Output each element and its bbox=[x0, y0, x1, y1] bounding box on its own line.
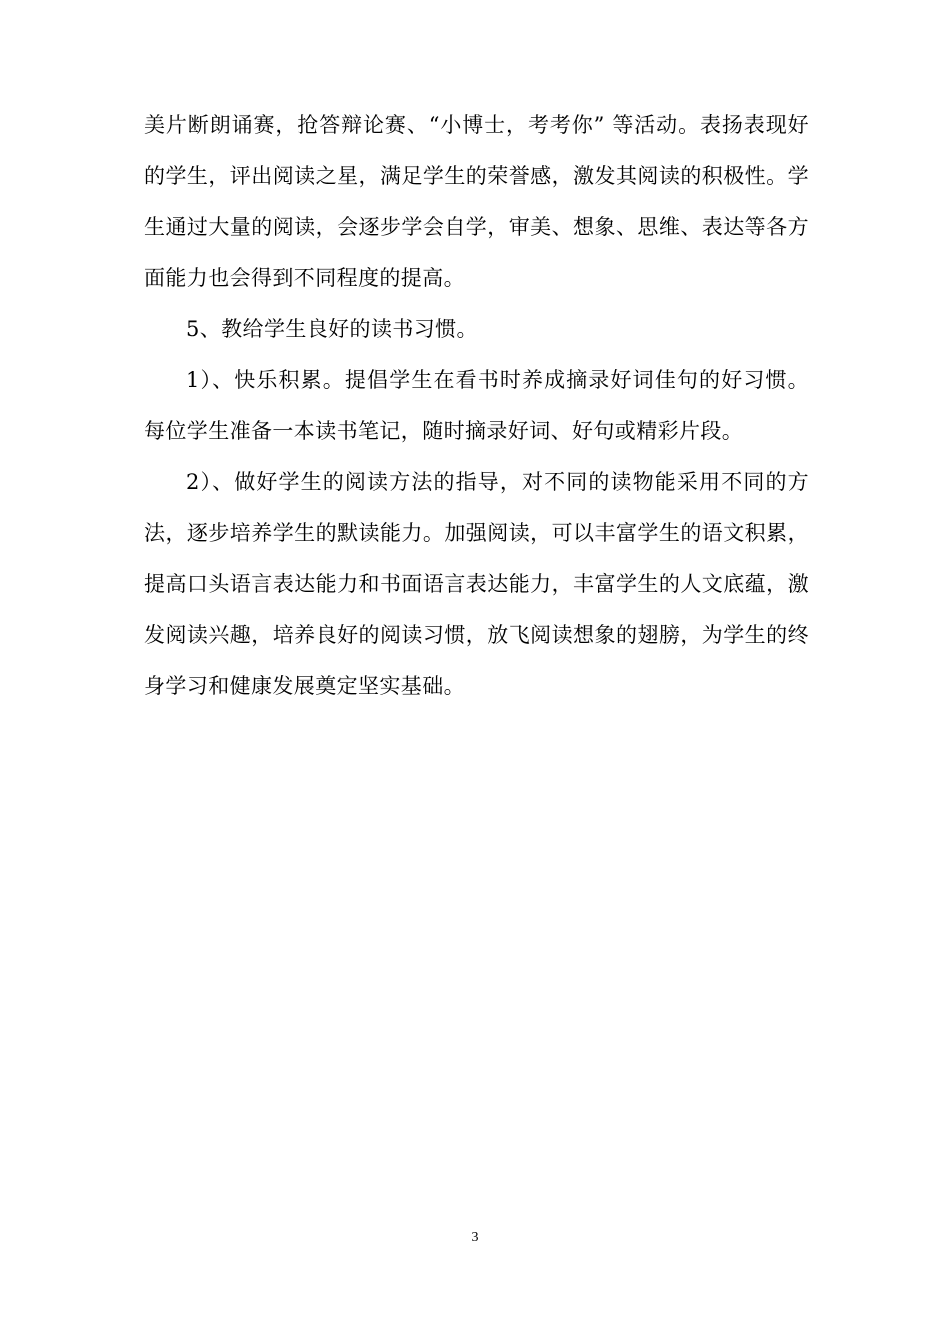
body-text bbox=[144, 100, 809, 712]
page-number: 3 bbox=[471, 1230, 479, 1245]
paragraph-item-2: 2）、做好学生的阅读方法的指导，对不同的读物能采用不同的方法，逐步培养学生的默读能力。加强阅读，可以丰富学生的语文积累，提高口头语言表达能力和书面语言表达能力，丰富学生的人文底蕴，激发阅读兴趣，培养良好的阅读习惯，放飞阅读想象的翅膀，为学生的终身学习和健康发展奠定坚实基础。 bbox=[144, 470, 809, 698]
paragraph-item-1: 1）、快乐积累。提倡学生在看书时养成摘录好词佳句的好习惯。每位学生准备一本读书笔记，随时摘录好词、好句或精彩片段。 bbox=[144, 368, 809, 443]
paragraph-heading-5: 5、教给学生良好的读书习惯。 bbox=[186, 317, 478, 341]
paragraph-continuation: 美片断朗诵赛，抢答辩论赛、“小博士，考考你” 等活动。表扬表现好的学生，评出阅读之星，满足学生的荣誉感，激发其阅读的积极性。学生通过大量的阅读，会逐步学会自学，审美、想象、思维、表达等各方面能力也会得到不同程度的提高。 bbox=[144, 113, 809, 290]
